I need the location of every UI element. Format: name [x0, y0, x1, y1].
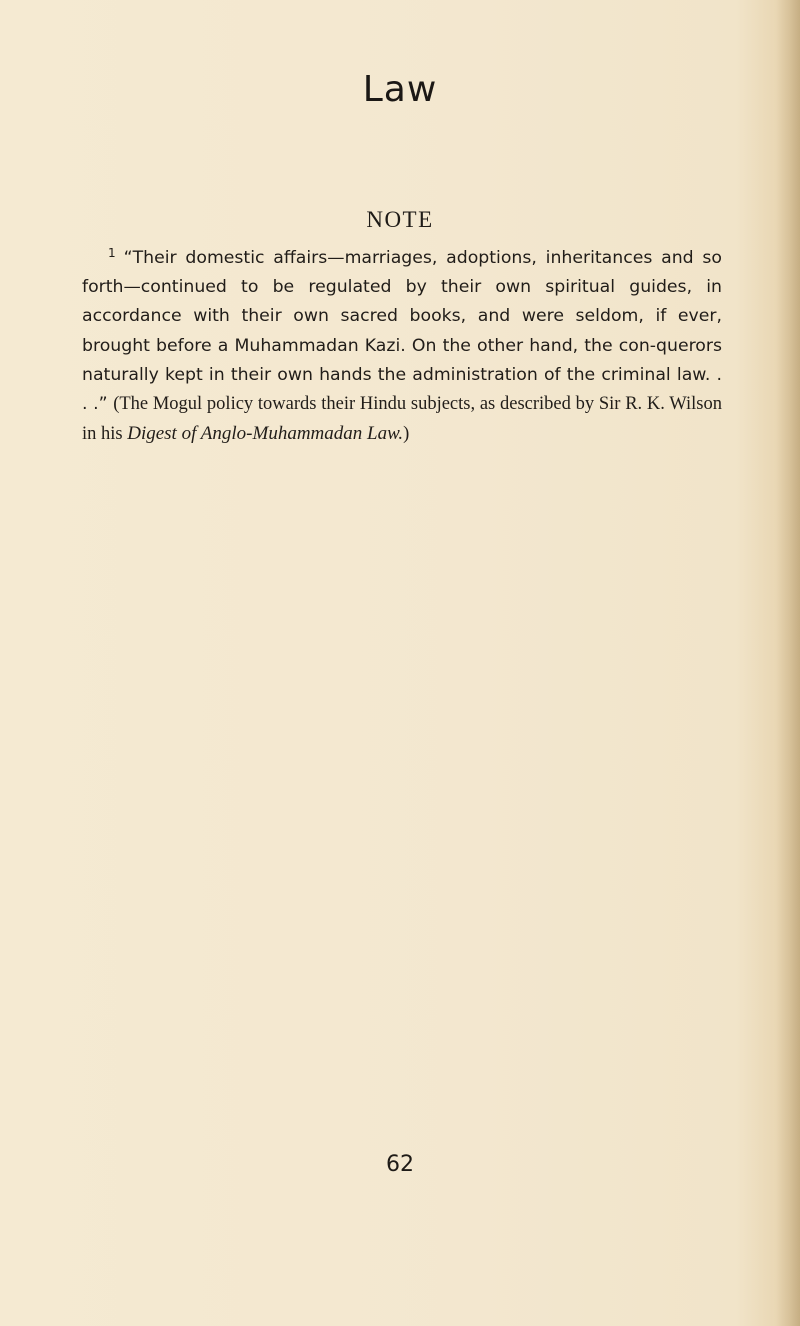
- page-edge-shadow: [776, 0, 800, 1326]
- page-number: 62: [386, 1152, 414, 1177]
- footnote-marker: 1: [108, 246, 116, 260]
- running-head: Law: [362, 69, 438, 110]
- citation-title: Digest of Anglo-Muhammadan Law.: [127, 423, 404, 445]
- footnote-paragraph: [82, 244, 722, 449]
- attribution-close: ): [403, 424, 410, 445]
- footnote-attribution: (The Mogul policy towards their Hindu subjects, as described by Sir R. K. Wilson in his: [82, 394, 723, 445]
- footnote-quote: “Their domestic affairs—marriages, adoptions, inheritances and so forth—continued to be regulated by their own spiritual guides, in accordance with their own sacred books, and were seldom, if ever, brought before a Muhammadan Kazi. On the other hand, the con-querors naturally kept in their own hands the administration of the criminal law. . . .”: [82, 248, 722, 415]
- note-heading: NOTE: [366, 207, 434, 232]
